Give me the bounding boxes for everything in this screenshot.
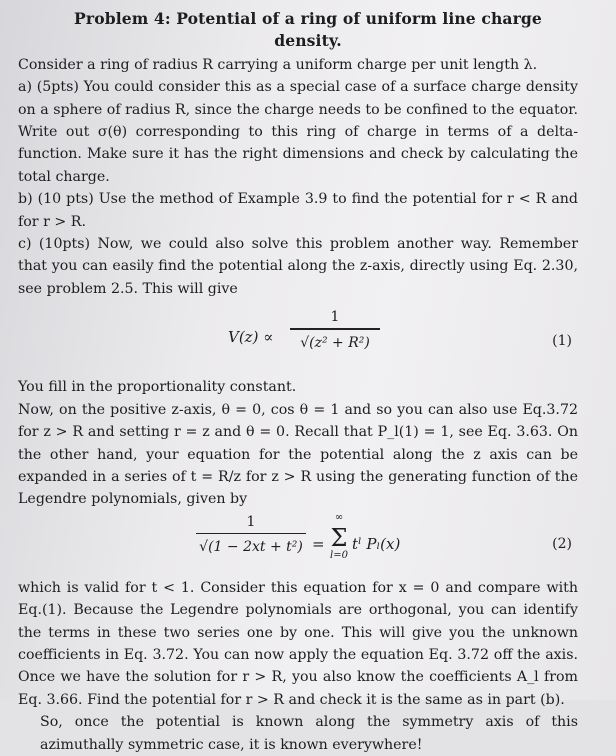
sum-symbol: Σ: [330, 523, 348, 552]
equation-1-numerator: 1: [330, 309, 340, 326]
equation-1-number: (1): [552, 333, 572, 350]
sum-lower-limit: l=0: [330, 549, 348, 561]
equation-1-fraction: [290, 308, 380, 352]
problem-intro: Consider a ring of radius R carrying a uniform charge per unit length λ.: [18, 56, 538, 73]
fraction-bar: [290, 328, 380, 329]
validity-paragraph: which is valid for t < 1. Consider this equation for x = 0 and compare with Eq.(1). Because the Legendre polynomials are orthogonal, you can identify the terms in these two series one by one. This will give you the unknown coefficients in Eq. 3.72. You can now apply the equation Eq. 3.72 off the axis. Once we have the solution for r > R, you also know the coefficients A_l from Eq. 3.66. Find the potential for r > R and check it is the same as in part (b).: [18, 579, 578, 708]
equation-2-fraction: [196, 513, 306, 557]
equation-1-denominator: √(z² + R²): [300, 334, 370, 351]
problem-body: [18, 8, 578, 756]
closing-paragraph: So, once the potential is known along the symmetry axis of this azimuthally symmetric case, it is known everywhere!: [40, 714, 578, 753]
fraction-bar: [196, 533, 306, 534]
equation-2: [18, 513, 578, 575]
equation-2-denominator: √(1 − 2xt + t²): [199, 539, 303, 556]
part-b-text: b) (10 pts) Use the method of Example 3.9 to find the potential for r < R and for r > R.: [18, 191, 578, 230]
part-c-text: c) (10pts) Now, we could also solve this problem another way. Remember that you can easily find the potential along the z-axis, directly using Eq. 2.30, see problem 2.5. This will give: [18, 236, 578, 297]
sum-term: tˡ Pₗ(x): [352, 534, 401, 553]
equation-1-lhs: V(z) ∝: [228, 328, 274, 347]
equals-sign: =: [312, 534, 325, 553]
equation-2-numerator: 1: [246, 513, 256, 530]
sum-upper-limit: ∞: [334, 511, 344, 523]
equation-2-number: (2): [552, 535, 572, 552]
part-a-text: a) (5pts) You could consider this as a special case of a surface charge density on a sphere of radius R, since the charge needs to be confined to the equator. Write out σ(θ) corresponding to this ring of charge in terms of a delta-function. Make sure it has the right dimensions and check by calculating the total charge.: [18, 79, 578, 185]
summation: [328, 513, 350, 561]
equation-1: [18, 306, 578, 372]
z-axis-paragraph: Now, on the positive z-axis, θ = 0, cos θ = 1 and so you can also use Eq.3.72 for z > R and setting r = z and θ = 0. Recall that P_l(1) = 1, see Eq. 3.63. On the other hand, your equation for the potential along the z axis can be expanded in a series of t = R/z for z > R using the generating function of the Legendre polynomials, given by: [18, 401, 578, 508]
proportionality-note: You fill in the proportionality constant.: [18, 379, 297, 396]
problem-title: Problem 4: Potential of a ring of uniform line charge density.: [74, 9, 542, 51]
